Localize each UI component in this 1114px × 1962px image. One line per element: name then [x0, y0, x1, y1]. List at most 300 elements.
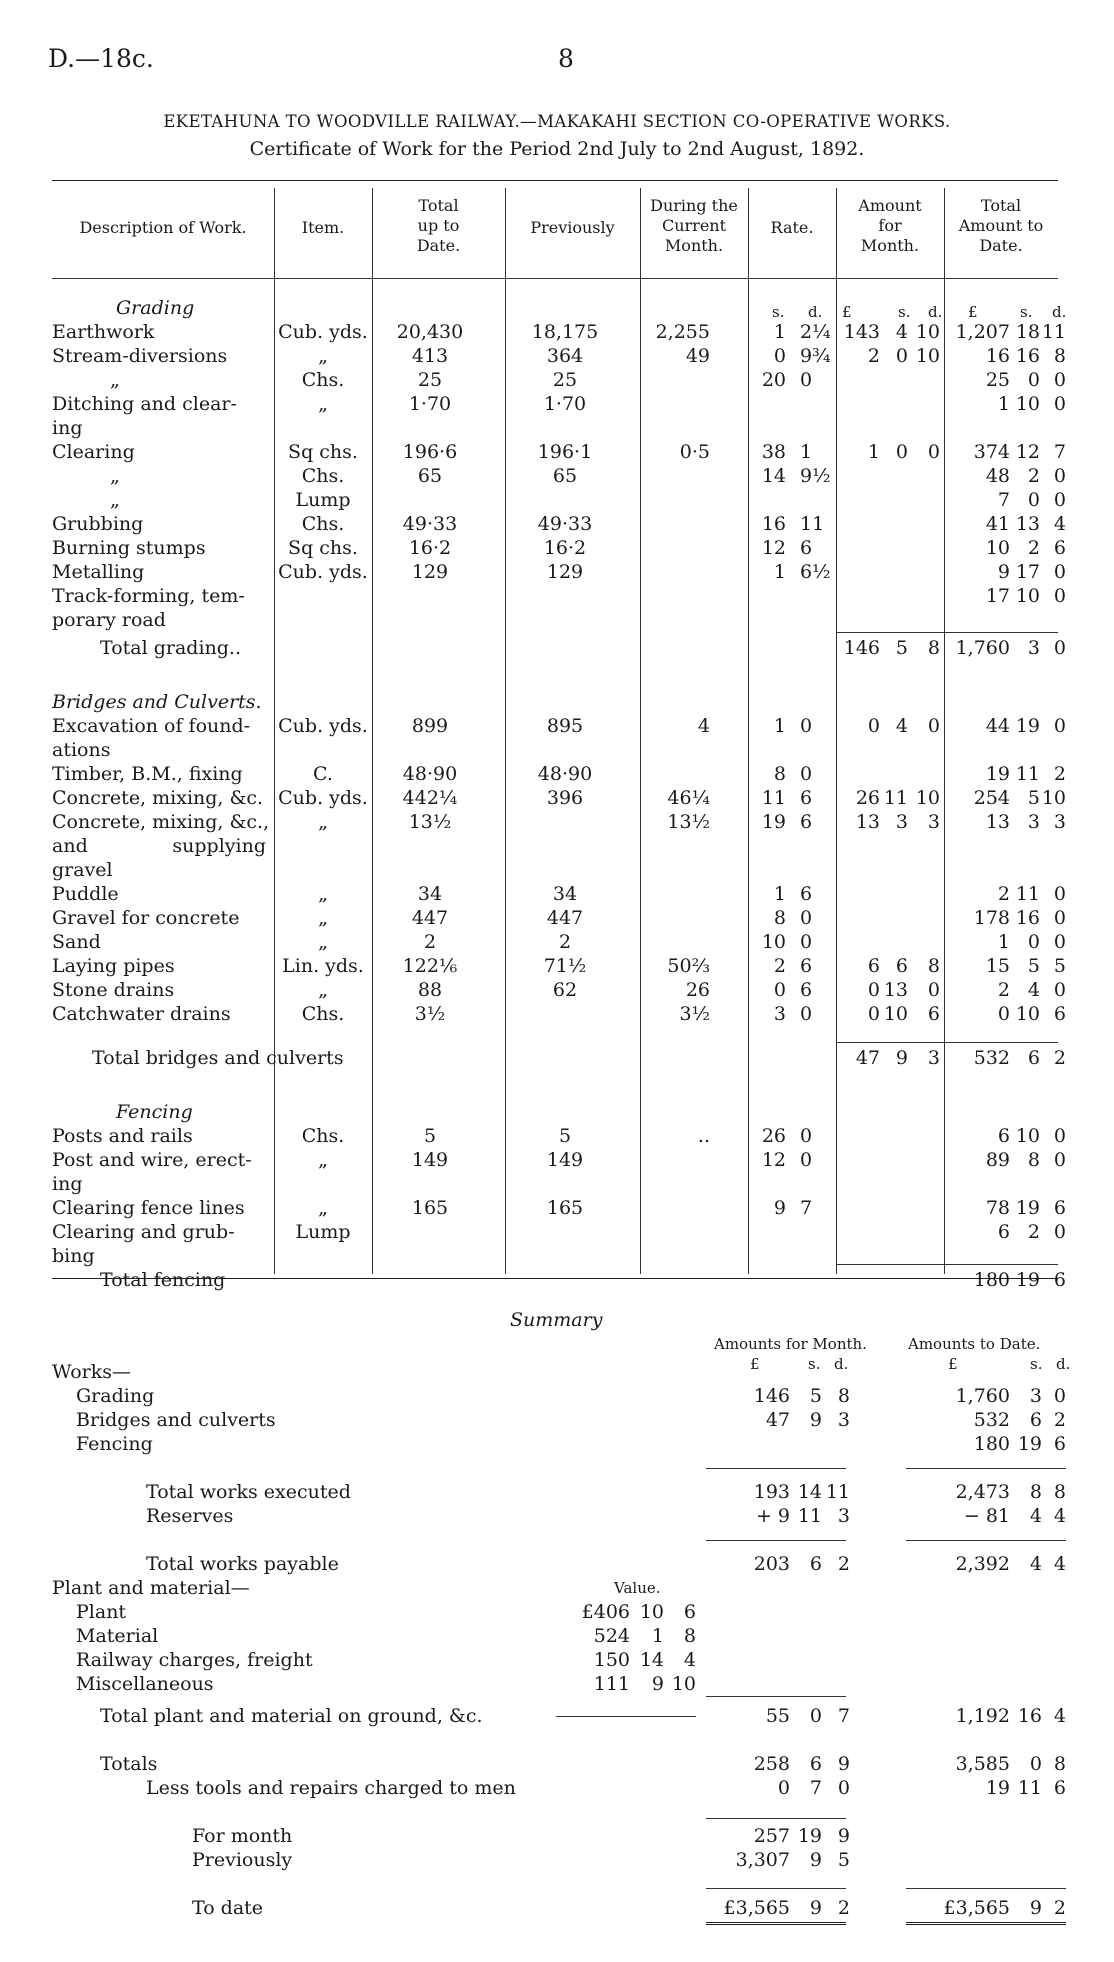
amount-cell: 2: [1053, 1047, 1066, 1069]
summary-amount: 16: [1017, 1705, 1042, 1727]
amount-cell: 12: [1015, 441, 1040, 463]
amount-cell: 0: [1027, 369, 1040, 391]
rate-pence: 6: [800, 979, 813, 1001]
rate-pence: 0: [800, 369, 813, 391]
amount-cell: 0: [1053, 1221, 1066, 1243]
row-description: „: [110, 369, 120, 391]
amount-cell: 143: [843, 321, 880, 343]
amount-cell: 26: [855, 787, 880, 809]
rate-shillings: 1: [773, 715, 786, 737]
amount-cell: 146: [843, 637, 880, 659]
summary-amount: 2: [1053, 1897, 1066, 1919]
summary-amount: 203: [753, 1553, 790, 1575]
summary-amount: 8: [1053, 1753, 1066, 1775]
row-current-month: 3½: [679, 1003, 710, 1025]
summary-amount: 0: [777, 1777, 790, 1799]
row-description: Track-forming, tem-: [52, 585, 245, 607]
amount-cell: 0: [1053, 883, 1066, 905]
row-unit: Sq chs.: [288, 441, 358, 463]
amount-cell: 5: [1027, 955, 1040, 977]
row-total-to-date: 65: [417, 465, 443, 487]
table-top-rule: [52, 180, 1058, 181]
section-total-label: Total fencing: [100, 1269, 226, 1291]
amount-cell: 6: [927, 1003, 940, 1025]
amount-cell: 6: [867, 955, 880, 977]
amount-cell: 0: [1053, 561, 1066, 583]
summary-amount: 3,585: [955, 1753, 1010, 1775]
value-head: Value.: [614, 1579, 661, 1597]
summary-amount: 9: [809, 1897, 822, 1919]
amount-cell: 47: [855, 1047, 880, 1069]
section-heading: Fencing: [116, 1101, 193, 1123]
row-total-to-date: 196·6: [402, 441, 458, 463]
row-total-to-date: 2: [423, 931, 437, 953]
amount-cell: 10: [915, 321, 940, 343]
plant-value: 111: [593, 1673, 630, 1695]
summary-rule: [906, 1468, 1066, 1469]
rate-pence: 9½: [800, 465, 831, 487]
amount-cell: 4: [895, 715, 908, 737]
amount-cell: 3: [1053, 811, 1066, 833]
summary-amount: 3,307: [735, 1849, 790, 1871]
amount-cell: 10: [915, 345, 940, 367]
summary-amount: 180: [973, 1433, 1010, 1455]
row-unit: Chs.: [301, 1003, 345, 1025]
rate-shillings: 8: [773, 763, 786, 785]
amount-cell: 6: [1053, 1003, 1066, 1025]
amount-cell: 254: [973, 787, 1010, 809]
row-unit: „: [318, 907, 328, 929]
sum-date-s-head: s.: [1030, 1355, 1043, 1373]
amount-cell: 13: [1015, 513, 1040, 535]
summary-heading: Summary: [510, 1309, 603, 1331]
amount-cell: 180: [973, 1269, 1010, 1291]
amount-cell: 89: [985, 1149, 1010, 1171]
amount-cell: 0: [1053, 585, 1066, 607]
rate-pence: 0: [800, 907, 813, 929]
row-description: and supplying: [52, 835, 266, 857]
rate-pence: 6: [800, 883, 813, 905]
summary-amount: 0: [1053, 1385, 1066, 1407]
amount-cell: 3: [927, 811, 940, 833]
row-previously: 34: [552, 883, 578, 905]
row-previously: 895: [546, 715, 584, 737]
sum-month-s-head: s.: [808, 1355, 821, 1373]
summary-amount: 7: [809, 1777, 822, 1799]
amount-cell: 1,760: [955, 637, 1010, 659]
row-description: Catchwater drains: [52, 1003, 231, 1025]
amount-cell: 3: [895, 811, 908, 833]
amount-cell: 6: [1053, 1269, 1066, 1291]
summary-amount: 8: [837, 1385, 850, 1407]
sum-month-d-head: d.: [834, 1355, 849, 1373]
summary-amount: 2,392: [955, 1553, 1010, 1575]
amount-cell: 10: [1015, 1003, 1040, 1025]
amount-cell: 0: [1053, 1149, 1066, 1171]
amount-cell: 0: [1053, 489, 1066, 511]
plant-value: 10: [639, 1601, 664, 1623]
row-total-to-date: 88: [417, 979, 443, 1001]
plant-value: 1: [651, 1625, 664, 1647]
amount-cell: 17: [1015, 561, 1040, 583]
amount-cell: 0: [1053, 1125, 1066, 1147]
page-number: 8: [558, 44, 574, 73]
rate-pence: 0: [800, 1149, 813, 1171]
amount-cell: 7: [1053, 441, 1066, 463]
plant-value: 6: [683, 1601, 696, 1623]
row-current-month: 46¼: [667, 787, 710, 809]
summary-amount: 19: [985, 1777, 1010, 1799]
amount-cell: 19: [1015, 1197, 1040, 1219]
rate-pence: 11: [800, 513, 825, 535]
row-total-to-date: 1·70: [408, 393, 452, 415]
summary-rule: [906, 1540, 1066, 1541]
row-description: Grubbing: [52, 513, 144, 535]
amount-cell: 2: [867, 345, 880, 367]
row-previously: 2: [558, 931, 572, 953]
summary-amount: 47: [765, 1409, 790, 1431]
amount-cell: 2: [1027, 465, 1040, 487]
row-previously: 129: [546, 561, 584, 583]
amount-cell: 44: [985, 715, 1010, 737]
amount-cell: 10: [915, 787, 940, 809]
rate-pence: 0: [800, 1003, 813, 1025]
row-description: Timber, B.M., fixing: [52, 763, 243, 785]
summary-amount: 1,760: [955, 1385, 1010, 1407]
summary-amount: 19: [797, 1825, 822, 1847]
amount-cell: 1: [867, 441, 880, 463]
row-unit: Cub. yds.: [278, 561, 368, 583]
row-previously: 447: [546, 907, 584, 929]
summary-rule: [706, 1696, 846, 1697]
row-previously: 25: [552, 369, 578, 391]
to-date-label: To date: [192, 1897, 264, 1919]
rate-pence: 0: [800, 763, 813, 785]
amount-cell: 6: [895, 955, 908, 977]
row-total-to-date: 413: [411, 345, 449, 367]
plant-label: Plant and material—: [52, 1577, 250, 1599]
rate-shillings: 20: [761, 369, 786, 391]
summary-amount: 9: [837, 1753, 850, 1775]
rate-shillings: 26: [761, 1125, 786, 1147]
rate-shillings: 0: [773, 979, 786, 1001]
row-unit: „: [318, 393, 328, 415]
rate-pence-head: d.: [808, 303, 823, 321]
row-total-to-date: 20,430: [396, 321, 464, 343]
summary-amount: 11: [1017, 1777, 1042, 1799]
amount-cell: 13: [855, 811, 880, 833]
row-description: Puddle: [52, 883, 119, 905]
works-label: Works—: [52, 1361, 132, 1383]
summary-rule: [706, 1540, 846, 1541]
summary-amount: 4: [1053, 1553, 1066, 1575]
amount-cell: 0: [867, 715, 880, 737]
amount-cell: 0: [927, 979, 940, 1001]
row-unit: „: [318, 1197, 328, 1219]
amount-cell: 2: [1027, 537, 1040, 559]
amount-cell: 4: [895, 321, 908, 343]
row-unit: „: [318, 1149, 328, 1171]
amount-cell: 13: [883, 979, 908, 1001]
row-unit: „: [318, 883, 328, 905]
amount-cell: 78: [985, 1197, 1010, 1219]
amount-cell: 11: [1041, 321, 1066, 343]
amount-cell: 5: [1027, 787, 1040, 809]
amount-cell: 4: [1027, 979, 1040, 1001]
section-heading: Grading: [116, 297, 195, 319]
to-date-top-rule: [906, 1888, 1066, 1889]
amount-cell: 7: [997, 489, 1010, 511]
summary-amount: + 9: [755, 1505, 790, 1527]
rate-pence: 6: [800, 811, 813, 833]
amount-cell: 18: [1015, 321, 1040, 343]
plant-total-label: Total plant and material on ground, &c.: [100, 1705, 483, 1727]
amount-cell: 11: [883, 787, 908, 809]
summary-amount: 8: [1029, 1481, 1042, 1503]
amount-cell: 0: [895, 441, 908, 463]
rate-shillings: 19: [761, 811, 786, 833]
plant-row-label: Plant: [76, 1601, 127, 1623]
section-heading: Bridges and Culverts.: [52, 691, 262, 713]
row-description: Stone drains: [52, 979, 175, 1001]
summary-amount: 6: [1053, 1433, 1066, 1455]
row-total-to-date: 3½: [414, 1003, 446, 1025]
summary-amount: 532: [973, 1409, 1010, 1431]
summary-row-label: Grading: [76, 1385, 155, 1407]
summary-amount: 8: [1053, 1481, 1066, 1503]
row-unit: Cub. yds.: [278, 321, 368, 343]
month-pounds-head: £: [842, 303, 852, 321]
to-date-top-rule: [706, 1888, 846, 1889]
plant-value: 14: [639, 1649, 664, 1671]
amount-cell: 11: [1015, 763, 1040, 785]
amount-cell: 374: [973, 441, 1010, 463]
row-description: Excavation of found-: [52, 715, 251, 737]
rate-pence: 6½: [800, 561, 831, 583]
row-current-month: 4: [697, 715, 710, 737]
rate-shillings: 9: [773, 1197, 786, 1219]
row-previously: 396: [546, 787, 584, 809]
amount-cell: 0: [867, 979, 880, 1001]
amount-cell: 5: [895, 637, 908, 659]
plant-value: 150: [593, 1649, 630, 1671]
amount-cell: 13: [985, 811, 1010, 833]
summary-amount: 2,473: [955, 1481, 1010, 1503]
row-previously: 364: [546, 345, 584, 367]
amount-cell: 0: [895, 345, 908, 367]
amount-cell: 8: [1027, 1149, 1040, 1171]
column-header: Rate.: [770, 218, 814, 237]
summary-row-label: Total works executed: [146, 1481, 351, 1503]
section-total-rule: [836, 632, 944, 633]
rate-shillings: 2: [773, 955, 786, 977]
row-current-month: 0·5: [679, 441, 710, 463]
rate-pence: 0: [800, 715, 813, 737]
summary-amount: 4: [1029, 1553, 1042, 1575]
amount-cell: 48: [985, 465, 1010, 487]
amount-cell: 2: [997, 979, 1010, 1001]
row-previously: 65: [552, 465, 578, 487]
month-column-head: Amounts for Month.: [714, 1335, 867, 1353]
row-previously: 48·90: [537, 763, 593, 785]
row-description: Clearing and grub-: [52, 1221, 235, 1243]
amount-cell: 6: [1027, 1047, 1040, 1069]
amount-cell: 178: [973, 907, 1010, 929]
summary-amount: 55: [765, 1705, 790, 1727]
row-total-to-date: 25: [417, 369, 443, 391]
rate-shillings: 16: [761, 513, 786, 535]
row-previously: 5: [558, 1125, 572, 1147]
rate-shillings: 38: [761, 441, 786, 463]
summary-amount: 7: [837, 1705, 850, 1727]
summary-amount: 9: [809, 1409, 822, 1431]
rate-shillings: 12: [761, 537, 786, 559]
section-total-rule: [836, 1264, 944, 1265]
rate-shillings: 12: [761, 1149, 786, 1171]
row-unit: Chs.: [301, 513, 345, 535]
summary-amount: 0: [809, 1705, 822, 1727]
rate-shillings-head: s.: [772, 303, 785, 321]
amount-cell: 19: [1015, 1269, 1040, 1291]
summary-amount: 3: [837, 1505, 850, 1527]
amount-cell: 0: [1053, 907, 1066, 929]
summary-amount: 258: [753, 1753, 790, 1775]
rate-pence: 7: [800, 1197, 813, 1219]
less-label: Less tools and repairs charged to men: [146, 1777, 516, 1799]
column-divider: [505, 188, 506, 1274]
amount-cell: 10: [1015, 1125, 1040, 1147]
for-month-label: For month: [192, 1825, 293, 1847]
row-unit: „: [318, 931, 328, 953]
amount-cell: 1: [997, 393, 1010, 415]
row-previously: 149: [546, 1149, 584, 1171]
month-pence-head: d.: [928, 303, 943, 321]
amount-cell: 0: [1053, 369, 1066, 391]
plant-value: 8: [683, 1625, 696, 1647]
amount-cell: 6: [997, 1221, 1010, 1243]
row-total-to-date: 149: [411, 1149, 449, 1171]
amount-cell: 1,207: [955, 321, 1010, 343]
amount-cell: 0: [1053, 637, 1066, 659]
amount-cell: 3: [927, 1047, 940, 1069]
row-previously: 16·2: [543, 537, 587, 559]
row-unit: C.: [313, 763, 333, 785]
amount-cell: 2: [1053, 763, 1066, 785]
row-unit: Chs.: [301, 465, 345, 487]
row-current-month: 49: [685, 345, 710, 367]
amount-cell: 0: [1053, 979, 1066, 1001]
amount-cell: 3: [1027, 811, 1040, 833]
amount-cell: 8: [1053, 345, 1066, 367]
amount-cell: 0: [997, 1003, 1010, 1025]
summary-amount: 2: [1053, 1409, 1066, 1431]
totals-label: Totals: [100, 1753, 158, 1775]
rate-pence: 9¾: [800, 345, 831, 367]
row-description: Post and wire, erect-: [52, 1149, 252, 1171]
rate-shillings: 1: [773, 561, 786, 583]
section-total-rule: [944, 1042, 1058, 1043]
row-description: gravel: [52, 859, 113, 881]
amount-cell: 0: [1053, 715, 1066, 737]
summary-amount: 5: [809, 1385, 822, 1407]
row-description: Laying pipes: [52, 955, 175, 977]
amount-cell: 1: [997, 931, 1010, 953]
row-current-month: 13½: [667, 811, 710, 833]
summary-amount: 146: [753, 1385, 790, 1407]
summary-amount: 19: [1017, 1433, 1042, 1455]
row-total-to-date: 5: [423, 1125, 437, 1147]
row-description: Concrete, mixing, &c.,: [52, 811, 270, 833]
row-total-to-date: 899: [411, 715, 449, 737]
summary-amount: 5: [837, 1849, 850, 1871]
summary-row-label: Reserves: [146, 1505, 234, 1527]
summary-row-label: Total works payable: [146, 1553, 339, 1575]
amount-cell: 2: [997, 883, 1010, 905]
section-total-label: Total grading..: [100, 637, 242, 659]
amount-cell: 6: [997, 1125, 1010, 1147]
row-previously: 196·1: [537, 441, 593, 463]
column-header: Previously: [530, 218, 615, 237]
row-previously: 71½: [543, 955, 587, 977]
row-previously: 18,175: [531, 321, 599, 343]
row-description: Sand: [52, 931, 101, 953]
row-total-to-date: 165: [411, 1197, 449, 1219]
plant-value: 4: [683, 1649, 696, 1671]
row-description: ing: [52, 1173, 83, 1195]
row-description: ing: [52, 417, 83, 439]
amount-cell: 532: [973, 1047, 1010, 1069]
rate-pence: 6: [800, 787, 813, 809]
amount-cell: 16: [985, 345, 1010, 367]
row-current-month: ..: [697, 1125, 710, 1147]
column-header: Total Amount to Date.: [958, 196, 1044, 255]
row-unit: Lin. yds.: [282, 955, 364, 977]
row-total-to-date: 13½: [408, 811, 452, 833]
amount-cell: 0: [927, 715, 940, 737]
amount-cell: 25: [985, 369, 1010, 391]
amount-cell: 10: [883, 1003, 908, 1025]
row-description: Clearing: [52, 441, 135, 463]
date-pounds-head: £: [968, 303, 978, 321]
plant-row-label: Material: [76, 1625, 159, 1647]
summary-amount: 0: [837, 1777, 850, 1799]
summary-row-label: Fencing: [76, 1433, 153, 1455]
amount-cell: 8: [927, 637, 940, 659]
amount-cell: 0: [1027, 931, 1040, 953]
previously-label: Previously: [192, 1849, 293, 1871]
amount-cell: 11: [1015, 883, 1040, 905]
page-code: D.—18c.: [48, 44, 154, 73]
document-title: EKETAHUNA TO WOODVILLE RAILWAY.—MAKAKAHI SECTION CO-OPERATIVE WORKS.: [163, 112, 951, 131]
amount-cell: 4: [1053, 513, 1066, 535]
summary-amount: £3,565: [943, 1897, 1010, 1919]
amount-cell: 9: [997, 561, 1010, 583]
row-total-to-date: 16·2: [408, 537, 452, 559]
row-total-to-date: 49·33: [402, 513, 458, 535]
rate-shillings: 10: [761, 931, 786, 953]
summary-amount: 11: [797, 1505, 822, 1527]
rate-pence: 6: [800, 955, 813, 977]
amount-cell: 10: [1015, 585, 1040, 607]
amount-cell: 16: [1015, 345, 1040, 367]
column-header: During the Current Month.: [650, 196, 738, 255]
section-total-label: Total bridges and culverts: [92, 1047, 344, 1069]
amount-cell: 3: [1027, 637, 1040, 659]
row-description: Earthwork: [52, 321, 155, 343]
summary-rule: [706, 1818, 846, 1819]
rate-shillings: 14: [761, 465, 786, 487]
plant-value: 524: [593, 1625, 630, 1647]
